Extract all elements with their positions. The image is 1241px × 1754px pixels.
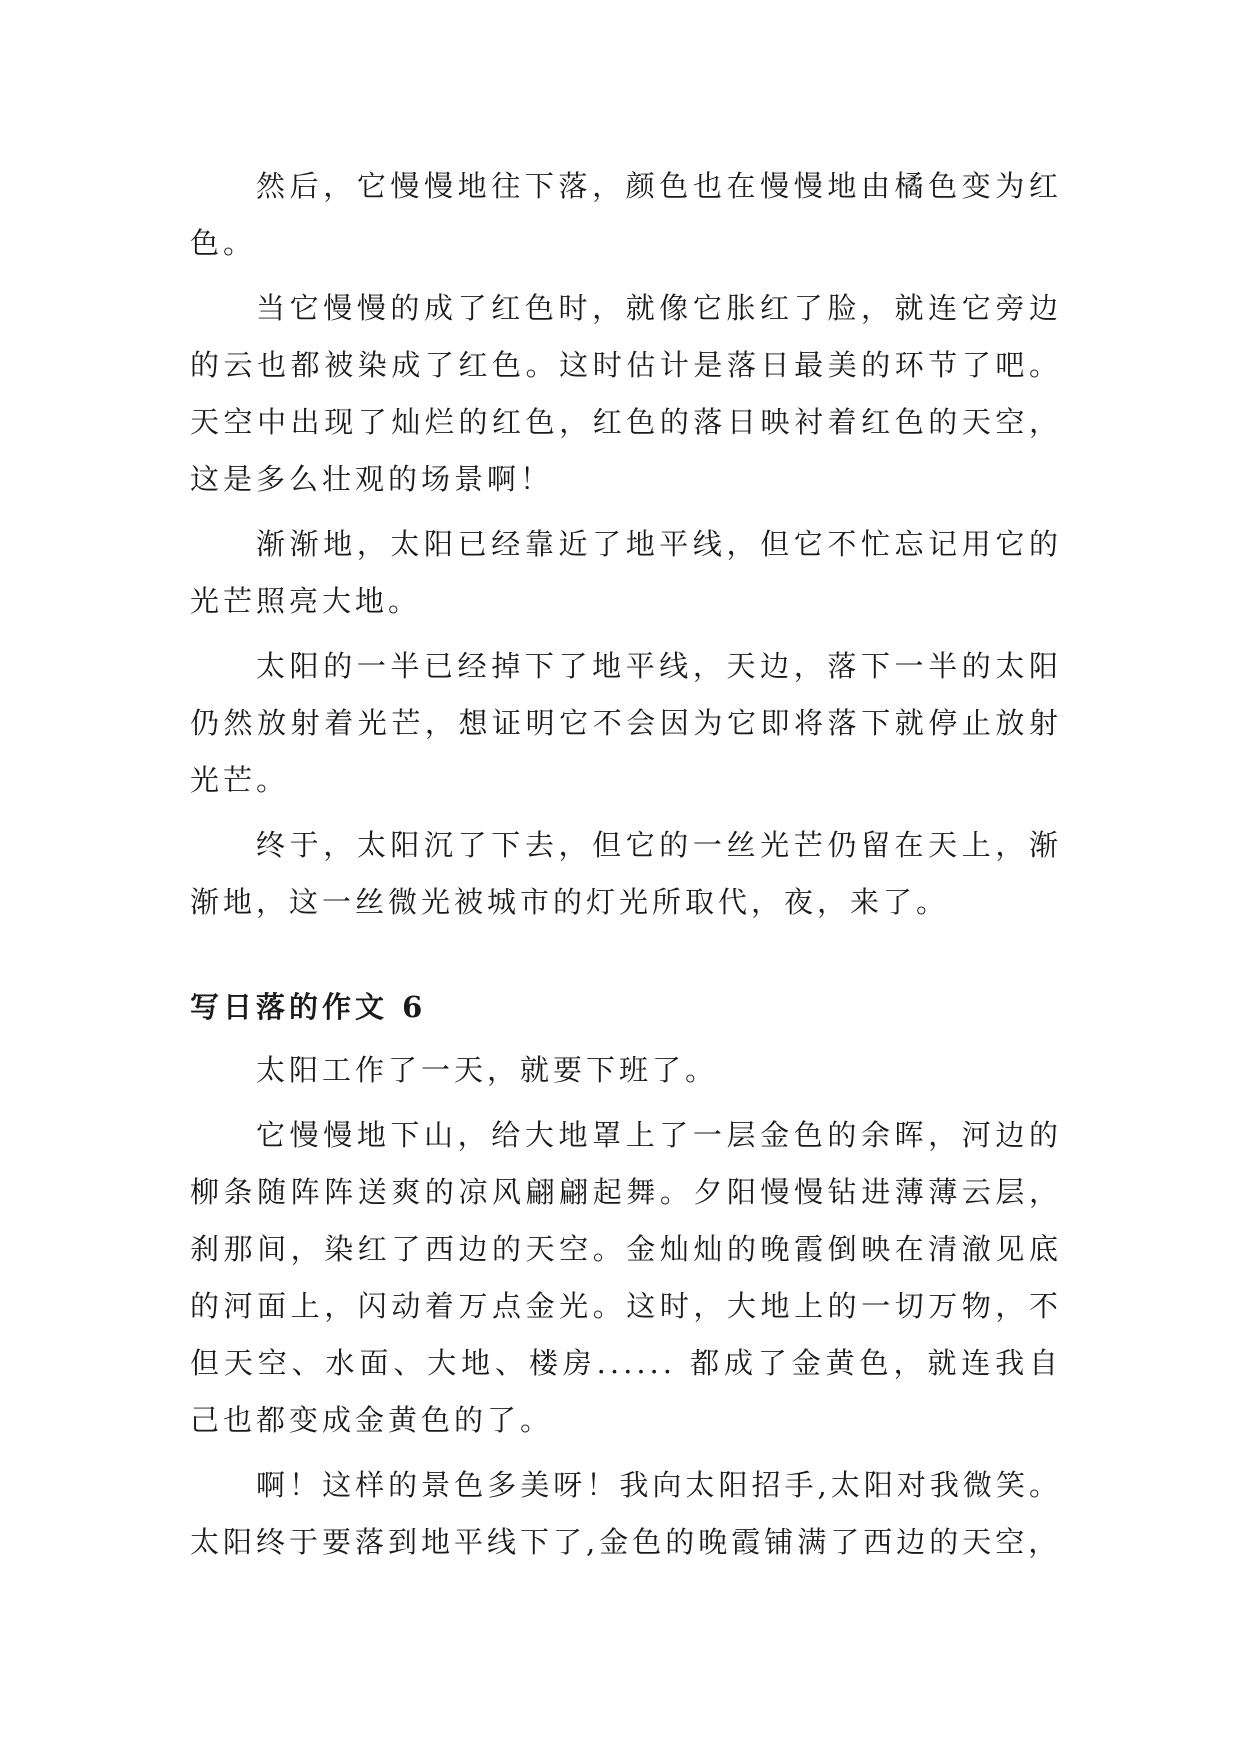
paragraph-5: 终于，太阳沉了下去，但它的一丝光芒仍留在天上，渐渐地，这一丝微光被城市的灯光所取代，夜，来了。: [190, 828, 1062, 919]
section-heading: 写日落的作文 6: [190, 990, 427, 1024]
paragraph-1: 然后，它慢慢地往下落，颜色也在慢慢地由橘色变为红色。: [190, 169, 1062, 260]
paragraph-6: 太阳工作了一天，就要下班了。: [256, 1053, 719, 1087]
paragraph-3: 渐渐地，太阳已经靠近了地平线，但它不忙忘记用它的光芒照亮大地。: [190, 527, 1062, 618]
paragraph-2: 当它慢慢的成了红色时，就像它胀红了脸，就连它旁边的云也都被染成了红色。这时估计是落日最美的环节了吧。天空中出现了灿烂的红色，红色的落日映衬着红色的天空，这是多么壮观的场景啊！: [190, 291, 1062, 496]
paragraph-8: 啊！这样的景色多美呀！我向太阳招手,太阳对我微笑。太阳终于要落到地平线下了,金色的晚霞铺满了西边的天空，: [190, 1468, 1062, 1559]
paragraph-7: 它慢慢地下山，给大地罩上了一层金色的余晖，河边的柳条随阵阵送爽的凉风翩翩起舞。夕阳慢慢钻进薄薄云层，刹那间，染红了西边的天空。金灿灿的晚霞倒映在清澈见底的河面上，闪动着万点金光。这时，大地上的一切万物，不但天空、水面、大地、楼房...... 都成了金黄色，就连我自己也都变成金黄色的了。: [190, 1118, 1062, 1437]
document-body: [190, 158, 1062, 1579]
paragraph-4: 太阳的一半已经掉下了地平线，天边，落下一半的太阳仍然放射着光芒，想证明它不会因为它即将落下就停止放射光芒。: [190, 649, 1062, 797]
